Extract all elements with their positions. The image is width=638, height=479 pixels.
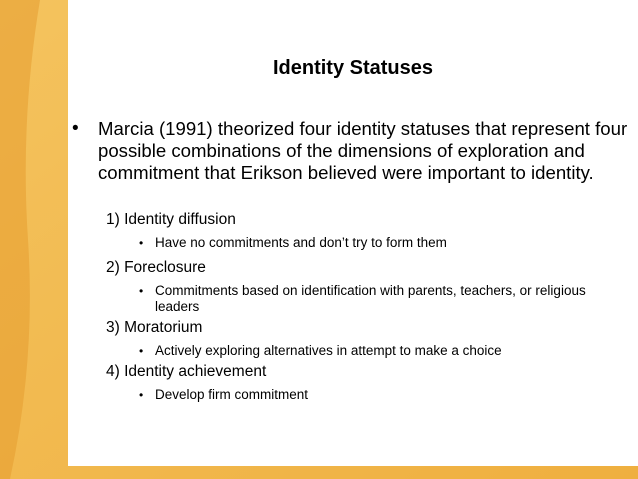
status-item-1: 1) Identity diffusion — [106, 211, 236, 228]
slide-title: Identity Statuses — [272, 57, 434, 79]
status-1-bullet: • — [139, 236, 144, 250]
status-2-detail: Commitments based on identification with parents, teachers, or religious leaders — [155, 283, 586, 314]
status-4-bullet: • — [139, 388, 144, 402]
status-3-detail: Actively exploring alternatives in attempt to make a choice — [155, 343, 502, 358]
status-item-2: 2) Foreclosure — [106, 259, 206, 276]
status-4-detail: Develop firm commitment — [155, 387, 309, 402]
status-1-detail: Have no commitments and don’t try to form them — [155, 235, 447, 250]
intro-bullet: • — [72, 118, 79, 139]
status-2-bullet: • — [139, 284, 144, 298]
status-item-3: 3) Moratorium — [106, 319, 203, 336]
status-3-bullet: • — [139, 344, 144, 358]
intro-paragraph: Marcia (1991) theorized four identity statuses that represent four possible combinations of the dimensions of exploration and commitment that Erikson believed were important to identity. — [98, 118, 628, 184]
status-item-4: 4) Identity achievement — [106, 363, 267, 380]
